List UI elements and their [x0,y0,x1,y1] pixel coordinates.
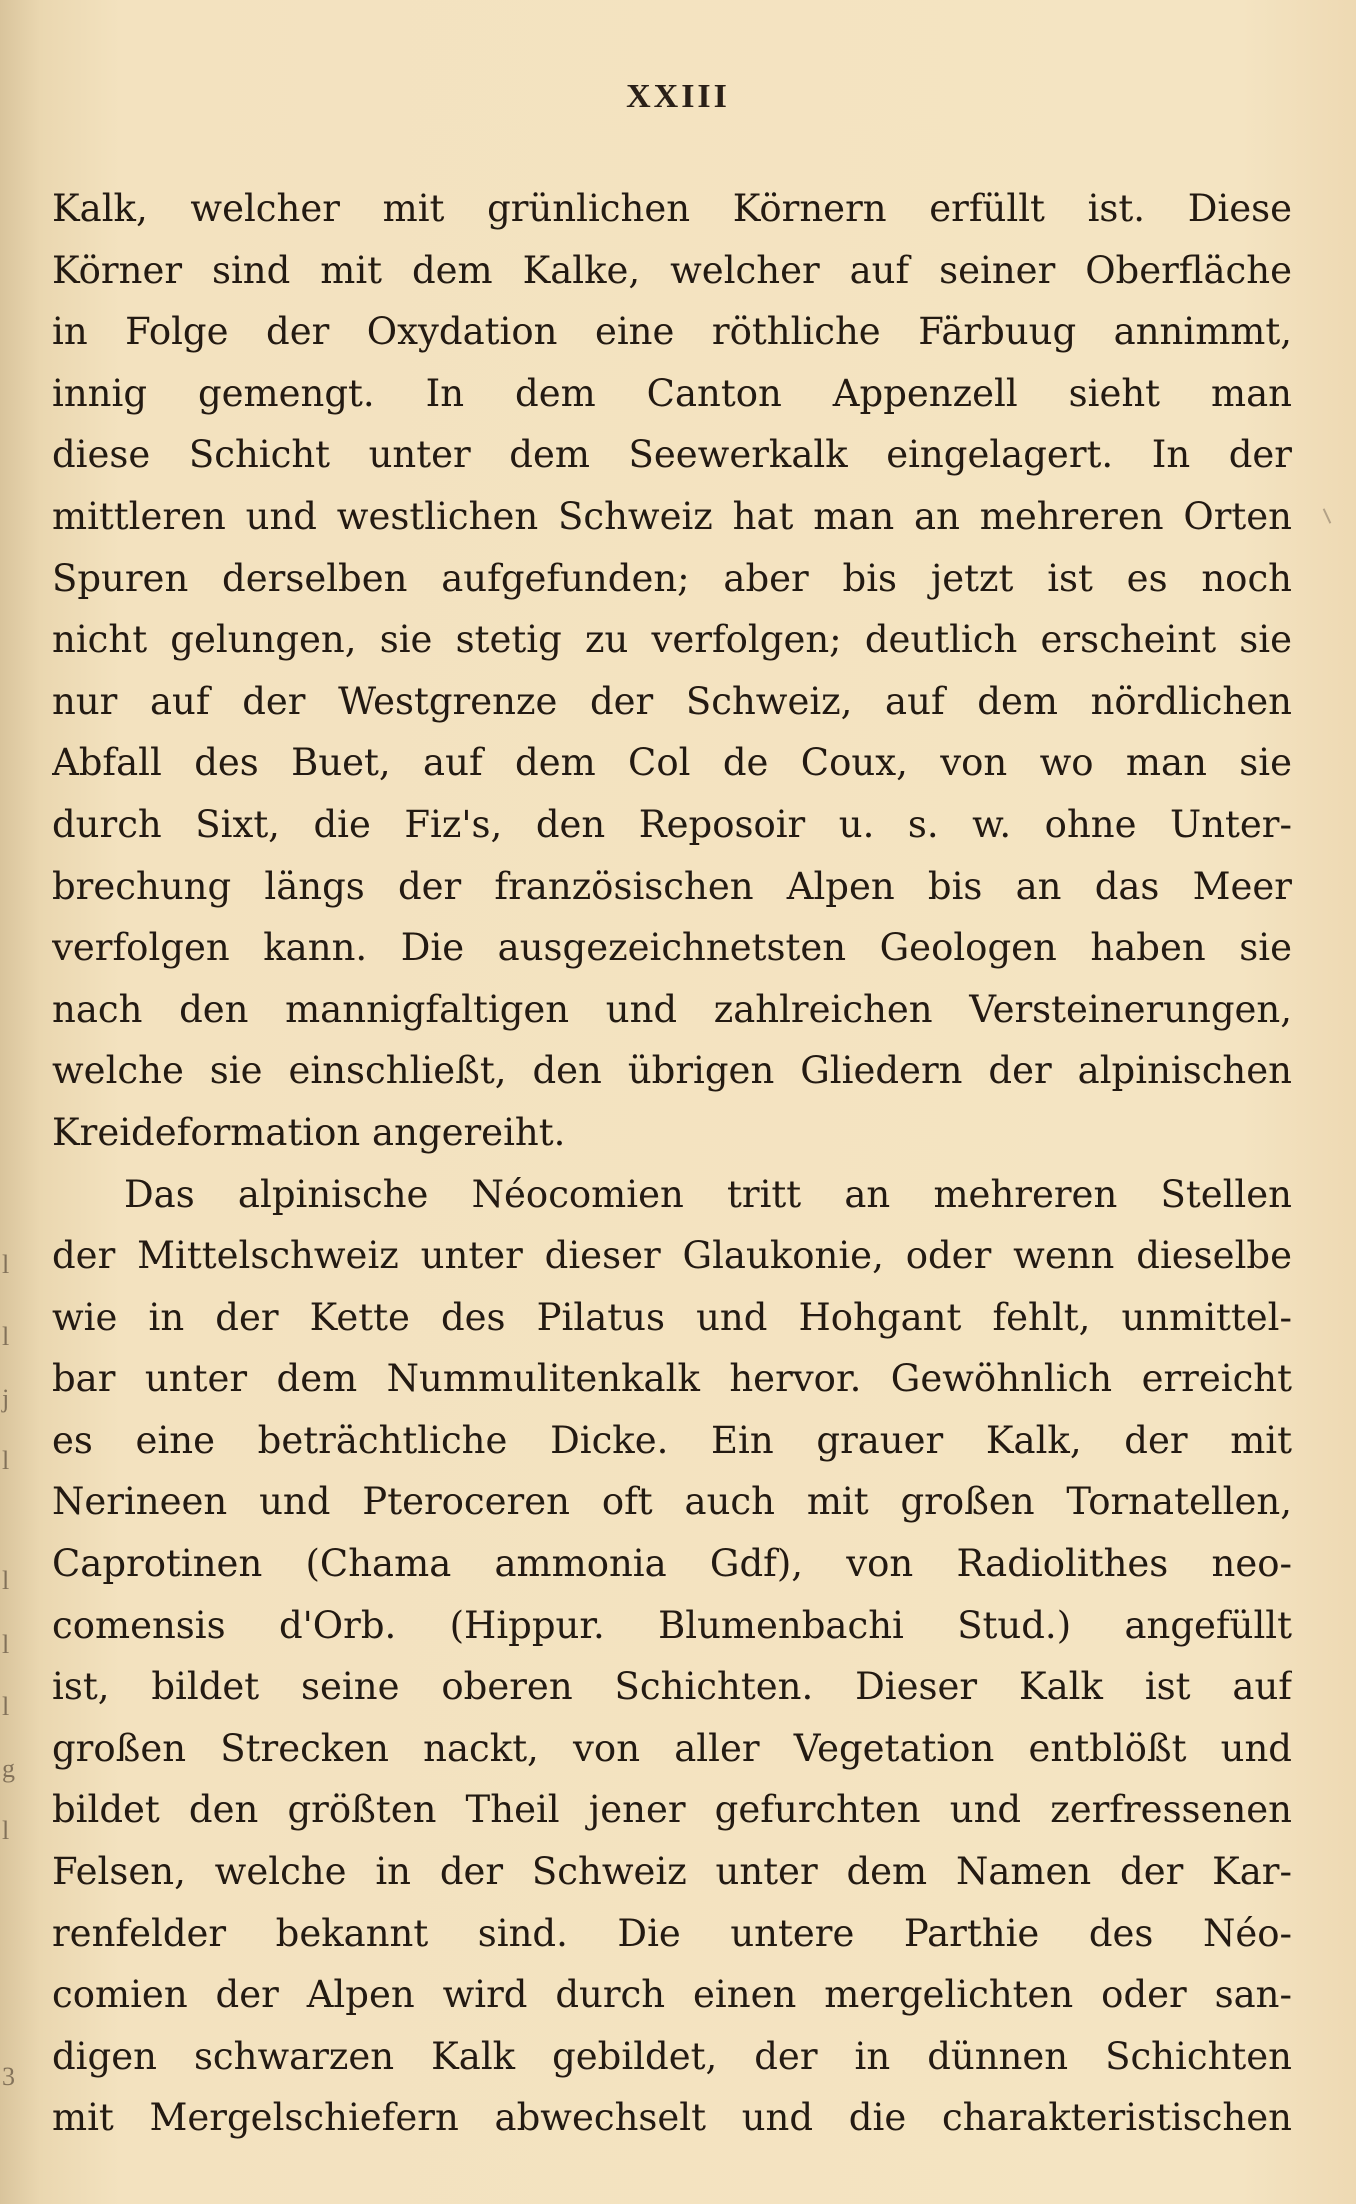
text-line: Kalk, welcher mit grünlichen Körnern erfüllt ist. Diese [52,187,1292,230]
text-line: digen schwarzen Kalk gebildet, der in dünnen Schichten [52,2034,1292,2078]
margin-mark: g [2,1754,15,1783]
margin-bleed-through [0,0,40,2204]
text-line: der Mittelschweiz unter dieser Glaukonie, oder wenn dieselbe [52,1234,1292,1278]
text-line: in Folge der Oxydation eine röthliche Färbuug annimmt, [52,310,1292,354]
text-line: renfelder bekannt sind. Die untere Parthie des Néo- [52,1911,1292,1955]
text-line: ist, bildet seine oberen Schichten. Dieser Kalk ist auf [52,1665,1292,1709]
margin-mark: l [2,1566,10,1595]
text-line: Caprotinen (Chama ammonia Gdf), von Radiolithes neo- [52,1542,1292,1586]
text-line: innig gemengt. In dem Canton Appenzell sieht man [52,371,1292,415]
text-line: verfolgen kann. Die ausgezeichnetsten Geologen haben sie [52,926,1292,970]
text-line: es eine beträchtliche Dicke. Ein grauer Kalk, der mit [52,1418,1292,1462]
text-line: diese Schicht unter dem Seewerkalk eingelagert. In der [52,433,1292,477]
text-line: mittleren und westlichen Schweiz hat man an mehreren Orten [52,494,1292,538]
text-line: mit Mergelschiefern abwechselt und die charakteristischen [52,2096,1292,2140]
text-line: nach den mannigfaltigen und zahlreichen Versteinerungen, [52,987,1292,1031]
margin-mark: l [2,1630,10,1659]
text-line: durch Sixt, die Fiz's, den Reposoir u. s. w. ohne Unter- [52,802,1292,846]
stray-mark [1323,508,1332,523]
margin-mark: j [2,1384,10,1413]
text-line: wie in der Kette des Pilatus und Hohgant fehlt, unmittel- [52,1295,1292,1339]
text-line: nur auf der Westgrenze der Schweiz, auf dem nördlichen [52,679,1292,723]
text-line: Spuren derselben aufgefunden; aber bis jetzt ist es noch [52,556,1292,600]
margin-mark: l [2,1322,10,1351]
margin-mark: l [2,1446,10,1475]
text-line: brechung längs der französischen Alpen bis an das Meer [52,864,1292,908]
text-line: nicht gelungen, sie stetig zu verfolgen; deutlich erscheint sie [52,618,1292,662]
text-line: Felsen, welche in der Schweiz unter dem Namen der Kar- [52,1850,1292,1894]
text-line: bar unter dem Nummulitenkalk hervor. Gewöhnlich erreicht [52,1357,1292,1401]
text-line: großen Strecken nackt, von aller Vegetation entblößt und [52,1726,1292,1770]
text-line: welche sie einschließt, den übrigen Gliedern der alpinischen [52,1049,1292,1093]
text-line: bildet den größten Theil jener gefurchten und zerfressenen [52,1788,1292,1832]
text-line: Körner sind mit dem Kalke, welcher auf seiner Oberfläche [52,248,1292,292]
body-text [52,178,1292,2149]
margin-mark: l [2,1692,10,1721]
text-line: Abfall des Buet, auf dem Col de Coux, von wo man sie [52,741,1292,785]
paragraph-start-line: Das alpinische Néocomien tritt an mehreren Stellen [124,1172,1292,1216]
page-number: XXIII [626,78,730,115]
text-line: Nerineen und Pteroceren oft auch mit großen Tornatellen, [52,1480,1292,1524]
margin-mark: l [2,1250,10,1279]
margin-mark: 3 [2,2062,15,2091]
text-line: comien der Alpen wird durch einen mergelichten oder san- [52,1973,1292,2017]
paragraph-end-line: Kreideformation angereiht. [52,1110,566,1154]
text-line: comensis d'Orb. (Hippur. Blumenbachi Stud.) angefüllt [52,1603,1292,1647]
margin-mark: l [2,1816,10,1845]
